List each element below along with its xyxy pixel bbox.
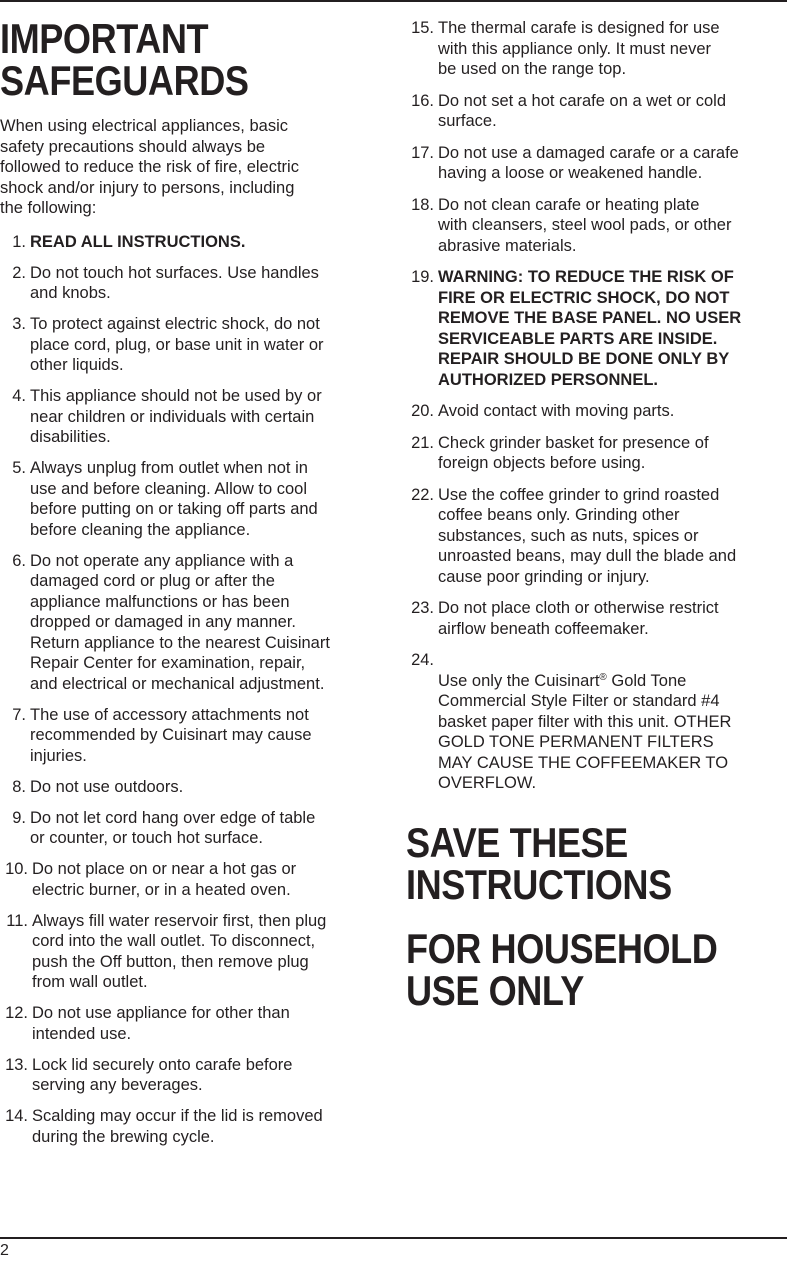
item-number: 5. (12, 459, 26, 477)
list-item (0, 458, 380, 540)
page-number: 2 (0, 1242, 9, 1259)
item-text: The use of accessory attachments not recommended by Cuisinart may cause injuries. (30, 705, 312, 765)
item-text: To protect against electric shock, do not place cord, plug, or base unit in water or other liquids. (30, 315, 324, 374)
item-text: Do not operate any appliance with a damaged cord or plug or after the appliance malfunctions or has been dropped or damaged in any manner. Return appliance to the nearest Cuisinart Repair Center for examination, repair, and electrical or mechanical adjustment. (30, 551, 330, 693)
list-item (406, 267, 787, 390)
item-text: Do not place cloth or otherwise restrict airflow beneath coffeemaker. (438, 599, 719, 638)
item-number: 6. (12, 551, 26, 570)
list-item (406, 143, 787, 184)
left-column (0, 15, 380, 1147)
item-text: The thermal carafe is designed for use with this appliance only. It must never be used on the range top. (438, 19, 720, 78)
item-number: 20. (411, 402, 434, 420)
item-number: 8. (12, 777, 26, 796)
item-text: Lock lid securely onto carafe before serving any beverages. (32, 1055, 293, 1094)
list-item (406, 91, 787, 132)
item-text: Avoid contact with moving parts. (438, 402, 675, 420)
item-text: Do not use a damaged carafe or a carafe having a loose or weakened handle. (438, 143, 739, 182)
safeguards-list-right-tail (406, 650, 787, 794)
item-text: Do not let cord hang over edge of table or counter, or touch hot surface. (30, 808, 316, 847)
item-text: READ ALL INSTRUCTIONS. (30, 232, 246, 251)
list-item (406, 485, 787, 588)
item-number: 7. (12, 705, 26, 724)
item-number: 17. (411, 143, 434, 162)
list-item (0, 232, 380, 253)
list-item (0, 777, 380, 798)
item-text-start: Use only the Cuisinart (438, 671, 600, 690)
list-item (0, 386, 380, 448)
list-item (406, 195, 787, 257)
safeguards-list-right (406, 18, 787, 639)
item-text: Always unplug from outlet when not in use and before cleaning. Allow to cool before putting on or taking off parts and before cleaning the appliance. (30, 459, 318, 539)
top-rule (0, 0, 787, 2)
safeguards-list-left (0, 232, 380, 1148)
list-item (0, 314, 380, 376)
page-title: IMPORTANT SAFEGUARDS (0, 15, 249, 104)
list-item (0, 1106, 380, 1147)
list-item (0, 911, 380, 993)
item-number: 14. (5, 1107, 28, 1125)
item-text: Check grinder basket for presence of foreign objects before using. (438, 433, 709, 472)
list-item (406, 433, 787, 474)
item-number: 21. (411, 433, 434, 452)
item-number: 2. (12, 263, 26, 282)
item-number: 15. (411, 19, 434, 37)
item-text-rest: Gold Tone Commercial Style Filter or standard #4 basket paper filter with this unit. OTHER GOLD TONE PERMANENT FILTERS MAY CAUSE THE COFFEEMAKER TO OVERFLOW. (438, 671, 732, 792)
list-item (0, 1003, 380, 1044)
item-text: This appliance should not be used by or near children or individuals with certain disabilities. (30, 387, 322, 446)
list-item (0, 859, 380, 900)
list-item (0, 705, 380, 767)
item-number: 12. (5, 1004, 28, 1022)
item-number: 18. (411, 195, 434, 214)
household-use-heading: FOR HOUSEHOLD USE ONLY (406, 924, 718, 1014)
item-number: 16. (411, 91, 434, 110)
item-number: 11. (6, 911, 28, 930)
item-text: Do not set a hot carafe on a wet or cold surface. (438, 91, 727, 130)
item-text: Use the coffee grinder to grind roasted coffee beans only. Grinding other substances, such as nuts, spices or unroasted beans, may dull the blade and cause poor grinding or injury. (438, 485, 737, 586)
item-number: 4. (12, 387, 26, 405)
item-number: 22. (411, 485, 434, 504)
right-column (406, 18, 787, 1012)
item-text: Do not place on or near a hot gas or electric burner, or in a heated oven. (32, 860, 297, 899)
list-item-24 (406, 650, 787, 794)
list-item (0, 1055, 380, 1096)
item-number: 23. (411, 599, 434, 617)
registered-mark: ® (599, 671, 607, 683)
item-text: WARNING: TO REDUCE THE RISK OF FIRE OR ELECTRIC SHOCK, DO NOT REMOVE THE BASE PANEL. NO USER SERVICEABLE PARTS ARE INSIDE. REPAIR SHOULD BE DONE ONLY BY AUTHORIZED PERSONNEL. (438, 268, 742, 389)
item-text: Scalding may occur if the lid is removed during the brewing cycle. (32, 1107, 323, 1146)
list-item (0, 551, 380, 695)
item-number: 19. (411, 268, 434, 286)
item-text: Do not touch hot surfaces. Use handles and knobs. (30, 263, 319, 302)
item-number: 24. (411, 651, 434, 669)
item-number: 9. (12, 808, 26, 827)
list-item (406, 18, 787, 80)
item-text: Do not use appliance for other than intended use. (32, 1004, 290, 1043)
list-item (406, 598, 787, 639)
item-number: 3. (12, 315, 26, 333)
item-text: Do not clean carafe or heating plate with cleansers, steel wool pads, or other abrasive materials. (438, 195, 732, 255)
item-number: 10. (5, 860, 28, 878)
item-text: Always fill water reservoir first, then plug cord into the wall outlet. To disconnect, push the Off button, then remove plug from wall outlet. (32, 911, 327, 991)
item-text: Do not use outdoors. (30, 777, 184, 796)
intro-paragraph: When using electrical appliances, basic safety precautions should always be followed to reduce the risk of fire, electric shock and/or injury to persons, including the following: (0, 117, 299, 217)
bottom-rule (0, 1237, 787, 1239)
item-number: 13. (5, 1055, 28, 1074)
list-item (406, 401, 787, 422)
list-item (0, 263, 380, 304)
save-instructions-heading: SAVE THESE INSTRUCTIONS (406, 818, 672, 908)
list-item (0, 808, 380, 849)
item-number: 1. (12, 232, 26, 251)
